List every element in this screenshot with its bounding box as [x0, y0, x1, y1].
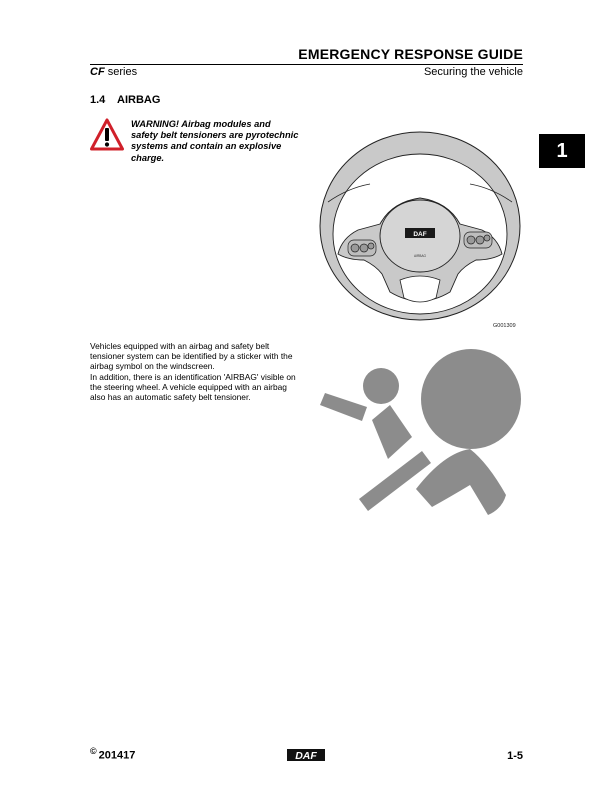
wheel-logo-text: DAF [413, 231, 427, 238]
section-number: 1.4 [90, 94, 106, 106]
right-control-buttons [464, 232, 492, 248]
series-model: CF [90, 66, 105, 78]
copyright-symbol: © [90, 746, 97, 756]
daf-logo [287, 749, 325, 761]
figure-code: G001309 [493, 323, 516, 329]
body-paragraph: In addition, there is an identification 'AIRBAG' visible on the steering wheel. A vehicle equipped with an airbag also has an automatic safety belt tensioner. [90, 371, 296, 403]
occupant-lap [416, 449, 506, 515]
series-word: series [104, 66, 138, 78]
airbag-symbol-icon [318, 343, 522, 520]
section-subtitle: Securing the vehicle [423, 66, 523, 78]
warning-triangle-icon [90, 118, 124, 152]
document-title: EMERGENCY RESPONSE GUIDE [298, 46, 523, 62]
body-text [90, 341, 302, 402]
steering-wheel-illustration [318, 130, 522, 328]
section-heading [90, 94, 160, 106]
left-control-buttons [348, 240, 376, 256]
header-rule [90, 64, 523, 65]
occupant-head [363, 368, 399, 404]
body-paragraph: Vehicles equipped with an airbag and safety belt tensioner system can be identified by a sticker with the airbag symbol on the windscreen. [90, 341, 293, 372]
warning-text: WARNING! Airbag modules and safety belt tensioners are pyrotechnic systems and contain an explosive charge. [131, 119, 299, 163]
footer-logo-text: DAF [295, 750, 317, 761]
footer-date [90, 746, 135, 762]
chapter-tab: 1 [539, 134, 585, 168]
safety-belt [359, 451, 431, 511]
airbag-balloon [421, 349, 521, 449]
page-number: 1-5 [507, 750, 523, 762]
occupant-torso [372, 405, 412, 459]
occupant-arm [320, 393, 367, 421]
date-code: 201417 [98, 749, 136, 762]
section-title: AIRBAG [117, 94, 161, 106]
vehicle-series [90, 66, 137, 78]
wheel-airbag-label: AIRBAG [413, 254, 427, 258]
